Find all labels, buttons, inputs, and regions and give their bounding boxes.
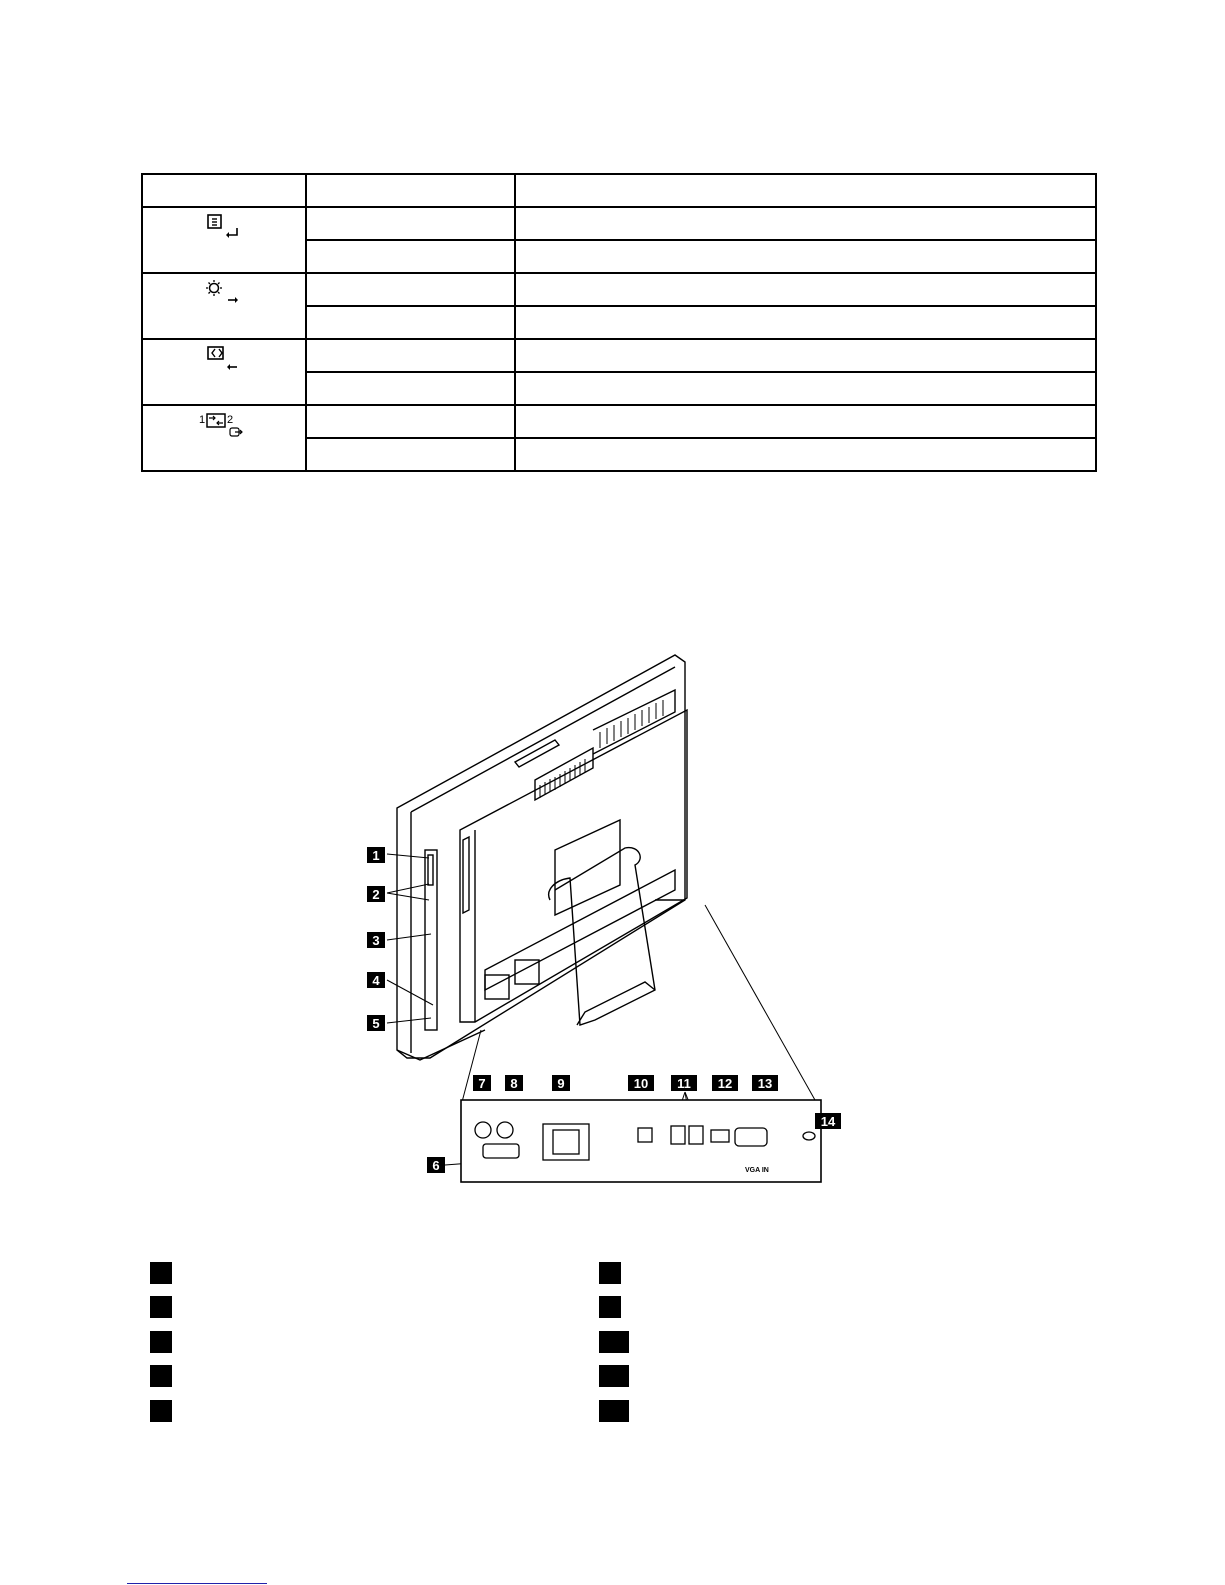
table-row xyxy=(142,339,1096,372)
function-cell xyxy=(306,438,515,471)
callout-10: 10 xyxy=(633,1076,649,1091)
legend-number: 8 xyxy=(599,1331,629,1353)
legend-item xyxy=(150,1365,530,1389)
function-cell xyxy=(306,372,515,405)
vga-in-label: VGA IN xyxy=(745,1167,769,1174)
description-cell xyxy=(515,339,1096,372)
description-cell xyxy=(515,438,1096,471)
svg-text:1: 1 xyxy=(199,414,206,426)
legend-item xyxy=(599,1331,979,1355)
description-cell xyxy=(515,240,1096,273)
callout-5: 5 xyxy=(372,1016,380,1031)
header-function-cell xyxy=(306,174,515,207)
table-row xyxy=(142,405,1096,438)
function-cell xyxy=(306,405,515,438)
computer-rear-view-figure xyxy=(345,650,885,1190)
callout-14: 14 xyxy=(820,1114,836,1129)
legend-item xyxy=(599,1262,979,1286)
function-cell xyxy=(306,240,515,273)
callout-2: 2 xyxy=(372,887,380,902)
legend-item xyxy=(150,1331,530,1355)
function-cell xyxy=(306,273,515,306)
footnote-rule xyxy=(127,1583,267,1584)
svg-text:2: 2 xyxy=(227,414,234,426)
legend-number: 1 xyxy=(150,1262,172,1284)
legend-number: 4 xyxy=(150,1365,172,1387)
menu-enter-icon xyxy=(142,207,306,273)
callout-12: 12 xyxy=(717,1076,733,1091)
legend-number: 3 xyxy=(150,1331,172,1353)
input-switch-exit-icon xyxy=(142,405,306,471)
figure-legend xyxy=(150,1262,1080,1422)
brightness-right-icon xyxy=(142,273,306,339)
callout-11: 11 xyxy=(677,1076,691,1091)
function-cell xyxy=(306,207,515,240)
header-icon-cell xyxy=(142,174,306,207)
legend-item xyxy=(599,1296,979,1320)
legend-number: 7 xyxy=(599,1296,621,1318)
table-row xyxy=(142,273,1096,306)
callout-3: 3 xyxy=(372,933,380,948)
legend-number: 5 xyxy=(150,1400,172,1422)
callout-13: 13 xyxy=(757,1076,773,1091)
callout-7: 7 xyxy=(478,1076,486,1091)
callout-9: 9 xyxy=(557,1076,565,1091)
callout-1: 1 xyxy=(372,848,380,863)
table-header-row xyxy=(142,174,1096,207)
legend-item xyxy=(599,1365,979,1389)
description-cell xyxy=(515,207,1096,240)
description-cell xyxy=(515,273,1096,306)
legend-number: 9 xyxy=(599,1365,629,1387)
legend-number: 10 xyxy=(599,1400,629,1422)
legend-item xyxy=(150,1262,530,1286)
legend-number: 6 xyxy=(599,1262,621,1284)
description-cell xyxy=(515,306,1096,339)
description-cell xyxy=(515,372,1096,405)
function-cell xyxy=(306,339,515,372)
header-description-cell xyxy=(515,174,1096,207)
callout-8: 8 xyxy=(510,1076,518,1091)
legend-item xyxy=(150,1296,530,1320)
legend-number: 2 xyxy=(150,1296,172,1318)
table-row xyxy=(142,207,1096,240)
callout-4: 4 xyxy=(372,973,380,988)
callout-6: 6 xyxy=(432,1158,440,1173)
computer-illustration xyxy=(345,650,885,1190)
legend-item xyxy=(150,1400,530,1424)
description-cell xyxy=(515,405,1096,438)
function-cell xyxy=(306,306,515,339)
monitor-controls-table xyxy=(141,173,1097,472)
legend-item xyxy=(599,1400,979,1424)
image-left-icon xyxy=(142,339,306,405)
